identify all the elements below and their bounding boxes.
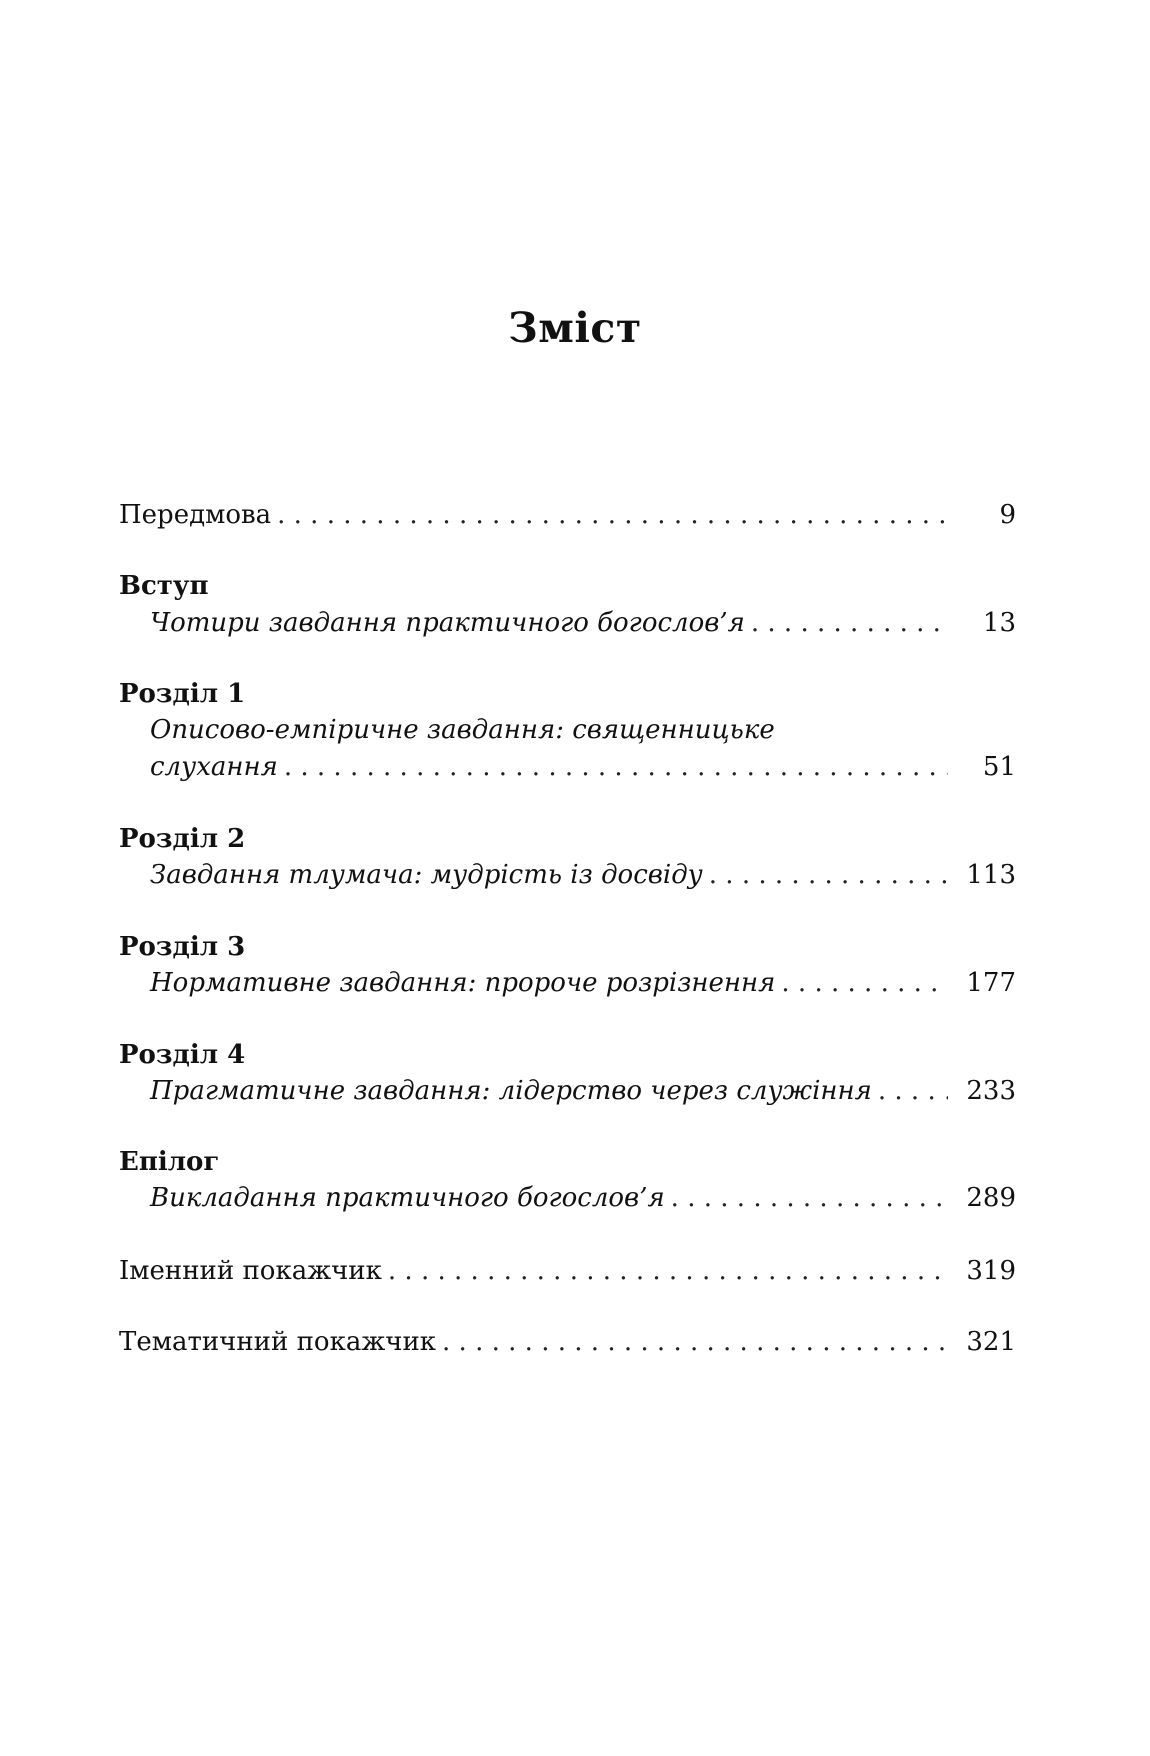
toc-heading-chapter-3: Розділ 3	[119, 932, 246, 962]
leader-dots	[442, 1329, 948, 1355]
toc-page-number: 13	[982, 608, 1016, 638]
toc-page-number: 177	[966, 968, 1016, 998]
toc-entry-introduction[interactable]	[150, 610, 1016, 636]
toc-entry-label: Нормативне завдання: пророче розрізнення	[150, 968, 776, 998]
toc-page-number: 113	[966, 860, 1016, 890]
toc-heading-chapter-1: Розділ 1	[119, 679, 246, 709]
toc-entry-chapter-2[interactable]	[150, 862, 1016, 888]
toc-heading-chapter-2: Розділ 2	[119, 824, 246, 854]
leader-dots	[671, 1185, 948, 1211]
toc-entry-chapter-3[interactable]	[150, 970, 1016, 996]
toc-entry-label-line1[interactable]: Описово-емпіричне завдання: священницьке	[150, 715, 775, 745]
page-title: Зміст	[508, 304, 642, 352]
leader-dots	[781, 970, 948, 996]
leader-dots	[751, 610, 948, 636]
leader-dots	[878, 1078, 948, 1104]
toc-heading-introduction: Вступ	[119, 571, 209, 601]
toc-heading-chapter-4: Розділ 4	[119, 1040, 246, 1070]
toc-page-number: 51	[982, 752, 1016, 782]
leader-dots	[284, 754, 948, 780]
toc-entry-label: слухання	[150, 752, 278, 782]
toc-page-number: 9	[999, 500, 1016, 530]
toc-entry-label: Прагматичне завдання: лідерство через служіння	[150, 1076, 872, 1106]
toc-entry-preface[interactable]	[119, 502, 1016, 528]
toc-page-number: 289	[966, 1183, 1016, 1213]
toc-entry-subject-index[interactable]	[119, 1329, 1016, 1355]
toc-entry-label: Чотири завдання практичного богослов’я	[150, 608, 745, 638]
toc-entry-label: Тематичний покажчик	[119, 1327, 437, 1357]
toc-entry-chapter-1[interactable]	[150, 754, 1016, 780]
leader-dots	[277, 502, 948, 528]
toc-entry-label: Викладання практичного богослов’я	[150, 1183, 665, 1213]
leader-dots	[388, 1258, 948, 1284]
toc-heading-epilogue: Епілог	[119, 1147, 220, 1177]
leader-dots	[709, 862, 948, 888]
toc-entry-chapter-4[interactable]	[150, 1078, 1016, 1104]
toc-entry-name-index[interactable]	[119, 1258, 1016, 1284]
toc-entry-label: Іменний покажчик	[119, 1256, 382, 1286]
toc-entry-label: Передмова	[119, 500, 272, 530]
toc-page-number: 319	[966, 1256, 1016, 1286]
toc-entry-label: Завдання тлумача: мудрість із досвіду	[150, 860, 703, 890]
toc-page-number: 321	[966, 1327, 1016, 1357]
toc-page-number: 233	[966, 1076, 1016, 1106]
toc-entry-epilogue[interactable]	[150, 1185, 1016, 1211]
